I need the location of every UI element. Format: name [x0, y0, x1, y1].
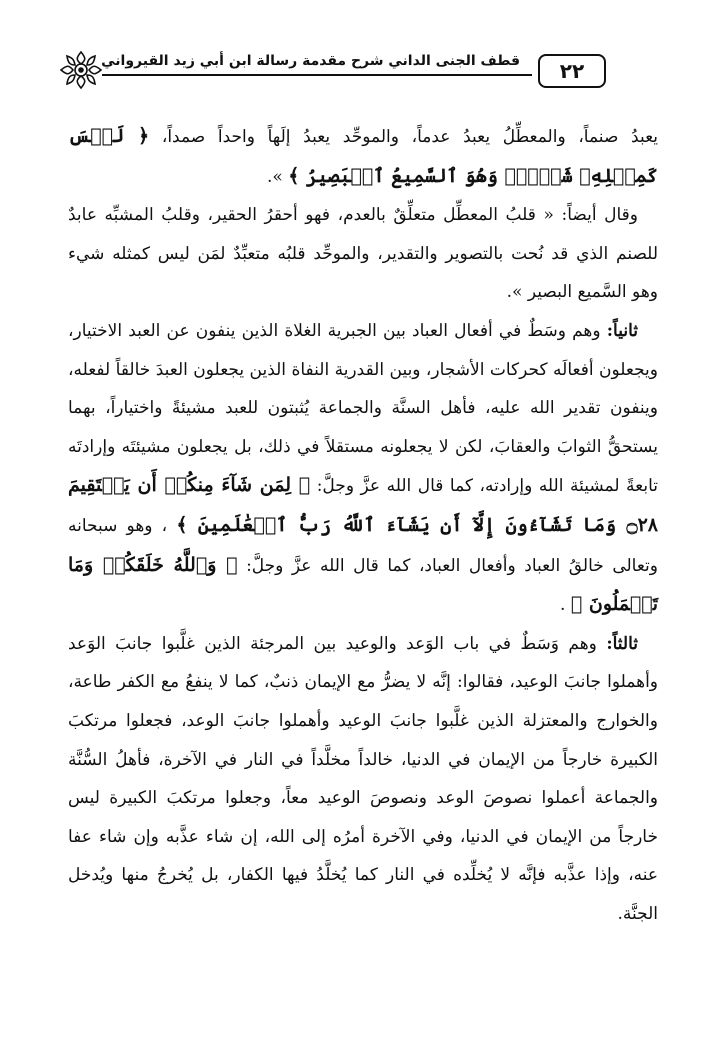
text-span: ». — [267, 166, 289, 187]
text-span: وهم وسَطٌ في أفعال العباد بين الجبرية الغلاة الذين ينفون عن العبد الاختيار، ويجعلون أفعالَه كحركات الأشجار، وبين القدرية النفاة الذين يجعلون العبدَ خالقاً لفعله، وينفون تقدير الله عليه، فأهل السنَّة والجماعة يُثبتون للعبد مشيئةً واختياراً، بهما يستحقُّ الثوابَ والعقابَ، لكن لا يجعلونه مستقلاً في ذلك، بل يجعلون مشيئتَه وإرادتَه تابعةً لمشيئة الله وإرادته، كما قال الله عزَّ وجلَّ: — [68, 320, 659, 497]
text-span: . — [560, 595, 571, 616]
quran-verse: ﴿ لَيۡسَ كَمِثۡلِهِۦ شَيۡءٞۖ وَهُوَ ٱلسَّمِيعُ ٱلۡبَصِيرُ ﴾ — [68, 125, 658, 187]
header-title: قطف الجنى الداني شرح مقدمة رسالة ابن أبي زيد القيرواني — [101, 53, 520, 69]
section-lead: ثانياً: — [606, 320, 638, 341]
body-text — [68, 117, 658, 933]
paragraph-1 — [68, 117, 658, 196]
text-span: يعبدُ صنماً، والمعطِّلُ يعبدُ عدماً، والموحِّد يعبدُ إلَهاً واحداً صمداً، — [149, 127, 659, 147]
quran-verse: ﴿ لِمَن شَآءَ مِنكُمۡ أَن يَسۡتَقِيمَ ۝٢٨ وَمَا تَشَآءُونَ إِلَّآ أَن يَشَآءَ ٱللَّهُ رَبُّ ٱلۡعَٰلَمِينَ ﴾ — [68, 474, 659, 536]
quran-verse: ﴿ وَٱللَّهُ خَلَقَكُمۡ وَمَا تَعۡمَلُونَ ﴾ — [68, 553, 658, 616]
paragraph-2: وقال أيضاً: « قلبُ المعطِّل متعلِّقٌ بالعدم، فهو أحقرُ الحقير، وقلبُ المشبِّه عابدٌ للصنم الذي قد نُحت بالتصوير والتقدير، والموحِّد قلبُه متعبِّدٌ لمَن ليس كمثله شيء وهو السَّميع البصير ». — [68, 205, 658, 303]
header-rule — [102, 74, 532, 76]
paragraph-3 — [68, 312, 658, 625]
page-number: ٢٢ — [538, 54, 606, 88]
text-span: ، وهو سبحانه وتعالى خالقُ العباد وأفعال العباد، كما قال الله عزَّ وجلَّ: — [68, 515, 658, 576]
paragraph-4 — [68, 625, 658, 934]
text-span: وهم وَسَطٌ في باب الوَعد والوعيد بين المرجئة الذين غلَّبوا جانبَ الوَعد وأهملوا جانبَ الوعيد، فقالوا: إنَّه لا يضرُّ مع الإيمان ذنبٌ، كما لا ينفعُ مع الكفر طاعة، والخوارج والمعتزلة الذين غلَّبوا جانبَ الوعيد وأهملوا جانبَ الوعد، فجعلوا مرتكبَ الكبيرة خارجاً من الإيمان في الدنيا، خالداً مخلَّداً في النار في الآخرة، فأهلُ السُّنَّة والجماعة أعملوا نصوصَ الوعد ونصوصَ الوعيد معاً، وجعلوا مرتكبَ الكبيرة ليس خارجاً من الإيمان في الدنيا، وفي الآخرة أمرُه إلى الله، إن شاء عذَّبه وإن شاء عفا عنه، وإذا عذَّبه فإنَّه لا يُخلِّده في النار كما يُخلَّدُ فيها الكفار، بل يُخرجُ منها ويُدخل الجنَّة. — [68, 633, 658, 924]
running-header — [58, 50, 652, 90]
section-lead: ثالثاً: — [606, 633, 638, 654]
floral-ornament-icon — [58, 50, 104, 90]
